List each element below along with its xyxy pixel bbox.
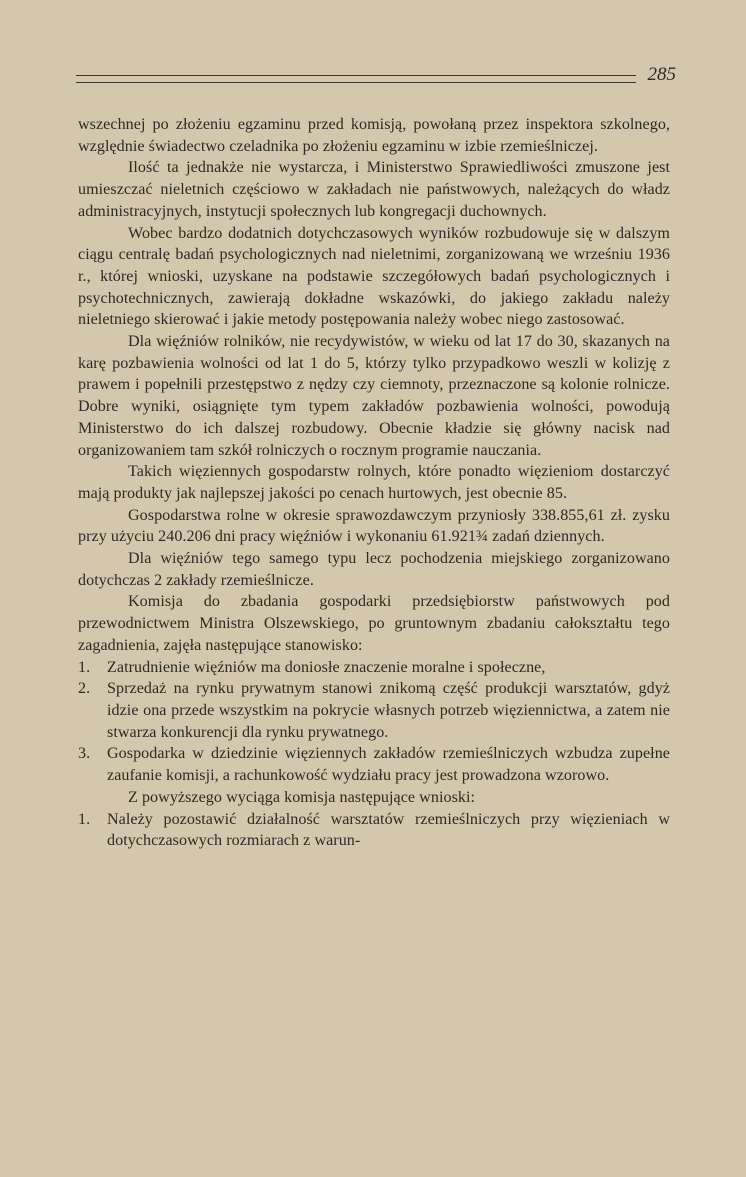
list-item-text: Sprzedaż na rynku prywatnym stanowi znikomą część produkcji warsztatów, gdyż idzie ona przede wszystkim na pokrycie własnych potrzeb więziennictwa, a zatem nie stwarza konkurencji dla rynku prywatnego.	[107, 680, 670, 741]
paragraph: Z powyższego wyciąga komisja następujące wnioski:	[128, 788, 476, 806]
list-number: 2.	[78, 680, 91, 698]
page-number: 285	[647, 64, 676, 85]
paragraph: Komisja do zbadania gospodarki przedsiębiorstw państwowych pod przewodnictwem Ministra Olszewskiego, po gruntownym zbadaniu całokształtu tego zagadnienia, zajęła następujące stanowisko:	[78, 593, 670, 654]
paragraph: Dla więźniów rolników, nie recydywistów, w wieku od lat 17 do 30, skazanych na karę pozbawienia wolności od lat 1 do 5, którzy tylko przypadkowo weszli w kolizję z prawem i popełnili przestępstwo z nędzy czy ciemnoty, przeznaczone są kolonie rolnicze. Dobre wyniki, osiągnięte tym typem zakładów pozbawienia wolności, powodują Ministerstwo do ich dalszej rozbudowy. Obecnie kładzie się główny nacisk nad organizowaniem tam szkół rolniczych o rocznym programie nauczania.	[78, 333, 670, 459]
body-text	[78, 114, 670, 852]
numbered-list	[78, 657, 670, 787]
list-item	[78, 809, 670, 852]
list-number: 1.	[78, 810, 91, 828]
list-item-text: Gospodarka w dziedzinie więziennych zakładów rzemieślniczych wzbudza zupełne zaufanie komisji, a rachunkowość wydziału pracy jest prowadzona wzorowo.	[107, 745, 670, 785]
list-number: 1.	[78, 658, 91, 676]
list-item-text: Należy pozostawić działalność warsztatów rzemieślniczych przy więzieniach w dotychczasowych rozmiarach z warun-	[107, 810, 670, 850]
paragraph: Gospodarstwa rolne w okresie sprawozdawczym przyniosły 338.855,61 zł. zysku przy użyciu 240.206 dni pracy więźniów i wykonaniu 61.921¾ zadań dziennych.	[78, 506, 670, 546]
list-number: 3.	[78, 745, 91, 763]
paragraph: wszechnej po złożeniu egzaminu przed komisją, powołaną przez inspektora szkolnego, względnie świadectwo czeladnika po złożeniu egzaminu w izbie rzemieślniczej.	[78, 116, 670, 155]
page-header	[76, 66, 676, 90]
paragraph: Dla więźniów tego samego typu lecz pochodzenia miejskiego zorganizowano dotychczas 2 zakłady rzemieślnicze.	[78, 550, 670, 589]
list-item	[78, 678, 670, 743]
header-rule	[76, 75, 636, 83]
list-item-text: Zatrudnienie więźniów ma doniosłe znaczenie moralne i społeczne,	[107, 658, 546, 676]
paragraph: Wobec bardzo dodatnich dotychczasowych wyników rozbudowuje się w dalszym ciągu centralę badań psychologicznych nad nieletnimi, zorganizowaną we wrześniu 1936 r., której wnioski, uzyskane na podstawie szczegółowych badań psychologicznych i psychotechnicznych, zawierają dokładne wskazówki, do jakiego zakładu należy nieletniego skierować i jakie metody postępowania należy wobec niego zastosować.	[78, 224, 670, 329]
paragraph: Ilość ta jednakże nie wystarcza, i Ministerstwo Sprawiedliwości zmuszone jest umieszczać nieletnich częściowo w zakładach nie państwowych, należących do władz administracyjnych, instytucji społecznych lub kongregacji duchownych.	[78, 159, 670, 220]
list-item	[78, 657, 670, 679]
numbered-list	[78, 809, 670, 852]
list-item	[78, 743, 670, 786]
paragraph: Takich więziennych gospodarstw rolnych, które ponadto więzieniom dostarczyć mają produkty jak najlepszej jakości po cenach hurtowych, jest obecnie 85.	[78, 463, 670, 502]
